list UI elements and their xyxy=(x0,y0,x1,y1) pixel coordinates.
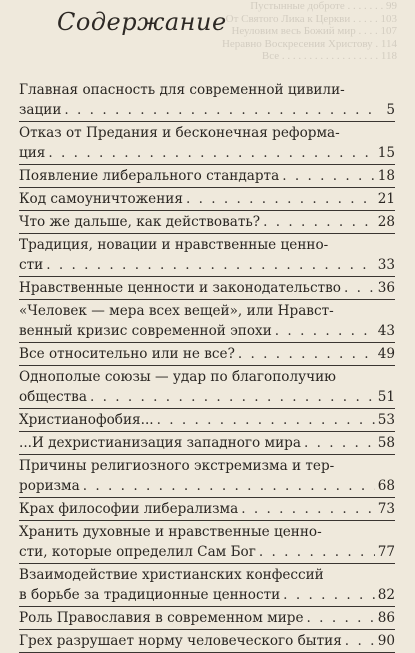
toc-entry[interactable] xyxy=(19,211,395,234)
toc-entry-title: Крах философии либерализма xyxy=(19,501,239,517)
bleed-through-line: Все . . . . . . . . . . . . . . . . . . 118 xyxy=(261,50,397,62)
toc-entry-title-line: Взаимодействие христианских конфессий xyxy=(19,567,324,583)
toc-page-number: 36 xyxy=(377,280,395,296)
toc-entry[interactable] xyxy=(19,521,395,564)
toc-entry-title: в борьбе за традиционные ценности xyxy=(19,587,281,603)
toc-page-number: 51 xyxy=(377,389,395,405)
toc-entry-title: зации xyxy=(19,102,62,118)
dot-leader xyxy=(186,189,375,209)
dot-leader xyxy=(157,410,375,430)
table-of-contents xyxy=(19,79,395,653)
toc-entry-title: общества xyxy=(19,389,87,405)
toc-entry[interactable] xyxy=(19,455,395,498)
toc-entry[interactable] xyxy=(19,277,395,300)
toc-page-number: 68 xyxy=(377,478,395,494)
toc-entry-title-line: Однополые союзы — удар по благополучию xyxy=(19,369,336,385)
toc-entry-title: сти xyxy=(19,257,44,273)
toc-page-number: 5 xyxy=(386,102,395,118)
toc-entry[interactable] xyxy=(19,630,395,653)
toc-entry-title: Код самоуничтожения xyxy=(19,191,183,207)
toc-entry[interactable] xyxy=(19,122,395,165)
bleed-through-line: Пустынные доброте . . . . . . . 99 xyxy=(250,0,397,12)
toc-entry-title: Появление либерального стандарта xyxy=(19,168,280,184)
dot-leader xyxy=(307,608,375,628)
dot-leader xyxy=(263,212,375,232)
toc-entry-title: Что же дальше, как действовать? xyxy=(19,214,261,230)
toc-entry-title-line: Отказ от Предания и бесконечная реформа- xyxy=(19,125,340,141)
dot-leader xyxy=(64,100,376,120)
dot-leader xyxy=(48,143,374,163)
toc-page-number: 15 xyxy=(377,145,395,161)
page-title: Содержание xyxy=(57,8,227,36)
toc-entry[interactable] xyxy=(19,409,395,432)
dot-leader xyxy=(282,166,375,186)
toc-entry-title: ...И дехристианизация западного мира xyxy=(19,435,301,451)
toc-page-number: 53 xyxy=(377,412,395,428)
toc-page-number: 86 xyxy=(377,610,395,626)
toc-entry[interactable] xyxy=(19,432,395,455)
dot-leader xyxy=(241,499,374,519)
bleed-through-line: Неравно Воскресения Христову . 114 xyxy=(221,37,397,50)
dot-leader xyxy=(275,321,375,341)
toc-entry[interactable] xyxy=(19,607,395,630)
toc-page-number: 77 xyxy=(377,544,395,560)
toc-page-number: 43 xyxy=(377,323,395,339)
toc-entry-title: сти, которые определил Сам Бог xyxy=(19,544,256,560)
toc-entry-title: Все относительно или не все? xyxy=(19,346,235,362)
toc-page-number: 18 xyxy=(377,168,395,184)
toc-entry-title-line: Традиция, новации и нравственные ценно- xyxy=(19,237,329,253)
toc-entry-title: ция xyxy=(19,145,46,161)
toc-page-number: 21 xyxy=(377,191,395,207)
dot-leader xyxy=(304,433,375,453)
dot-leader xyxy=(344,278,375,298)
toc-entry-title: Грех разрушает норму человеческого бытия xyxy=(19,633,342,649)
toc-entry-title-line: Хранить духовные и нравственные ценно- xyxy=(19,524,322,540)
dot-leader xyxy=(283,585,375,605)
toc-page-number: 90 xyxy=(377,633,395,649)
dot-leader xyxy=(259,542,375,562)
toc-entry[interactable] xyxy=(19,343,395,366)
toc-entry[interactable] xyxy=(19,300,395,343)
dot-leader xyxy=(238,344,375,364)
toc-entry[interactable] xyxy=(19,366,395,409)
toc-entry[interactable] xyxy=(19,564,395,607)
toc-page-number: 73 xyxy=(377,501,395,517)
bleed-through-line: Неуловим весь Божий мир . . . . 107 xyxy=(231,25,397,37)
toc-page-number: 49 xyxy=(377,346,395,362)
toc-entry[interactable] xyxy=(19,79,395,122)
toc-page-number: 58 xyxy=(377,435,395,451)
toc-entry-title: венный кризис современной эпохи xyxy=(19,323,272,339)
bleed-through-line: От Святого Лика к Церкви . . . . . 103 xyxy=(225,12,397,25)
toc-entry[interactable] xyxy=(19,498,395,521)
toc-page-number: 28 xyxy=(377,214,395,230)
dot-leader xyxy=(345,631,375,651)
toc-entry-title-line: Причины религиозного экстремизма и тер- xyxy=(19,458,335,474)
toc-entry[interactable] xyxy=(19,165,395,188)
toc-entry-title: Христианофобия... xyxy=(19,412,154,428)
toc-entry-title-line: Главная опасность для современной цивили- xyxy=(19,82,345,98)
toc-entry[interactable] xyxy=(19,188,395,211)
dot-leader xyxy=(90,387,375,407)
toc-entry-title-line: «Человек — мера всех вещей», или Нравст- xyxy=(19,303,334,319)
toc-entry-title: роризма xyxy=(19,478,80,494)
dot-leader xyxy=(83,476,375,496)
toc-entry[interactable] xyxy=(19,234,395,277)
toc-page-number: 82 xyxy=(377,587,395,603)
toc-entry-title: Роль Православия в современном мире xyxy=(19,610,304,626)
toc-page-number: 33 xyxy=(377,257,395,273)
dot-leader xyxy=(46,255,374,275)
toc-entry-title: Нравственные ценности и законодательство xyxy=(19,280,341,296)
